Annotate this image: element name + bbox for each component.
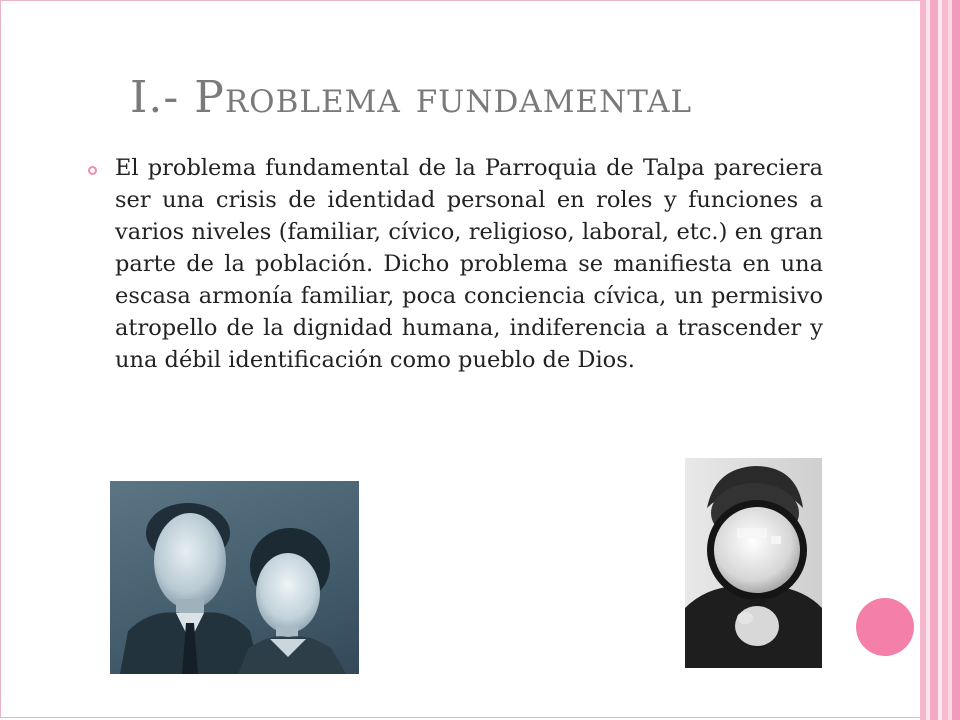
circle-bullet-icon — [88, 166, 97, 175]
faceless-couple-illustration — [110, 481, 359, 674]
magnifying-glass-illustration — [685, 458, 822, 668]
decorative-side-stripes — [920, 0, 960, 720]
decorative-pink-circle — [856, 598, 914, 656]
faceless-couple-image — [110, 481, 359, 674]
bullet-item — [88, 152, 823, 376]
slide-title: I.- Problema fundamental — [130, 72, 693, 123]
bullet-text: El problema fundamental de la Parroquia de Talpa pareciera ser una crisis de identidad personal en roles y funciones a varios niveles (familiar, cívico, religioso, laboral, etc.) en gran parte de la población. Dicho problema se manifiesta en una escasa armonía familiar, poca conciencia cívica, un permisivo atropello de la dignidad humana, indiferencia a trascender y una débil identificación como pueblo de Dios. — [115, 155, 823, 373]
magnifying-glass-photo — [685, 458, 822, 668]
